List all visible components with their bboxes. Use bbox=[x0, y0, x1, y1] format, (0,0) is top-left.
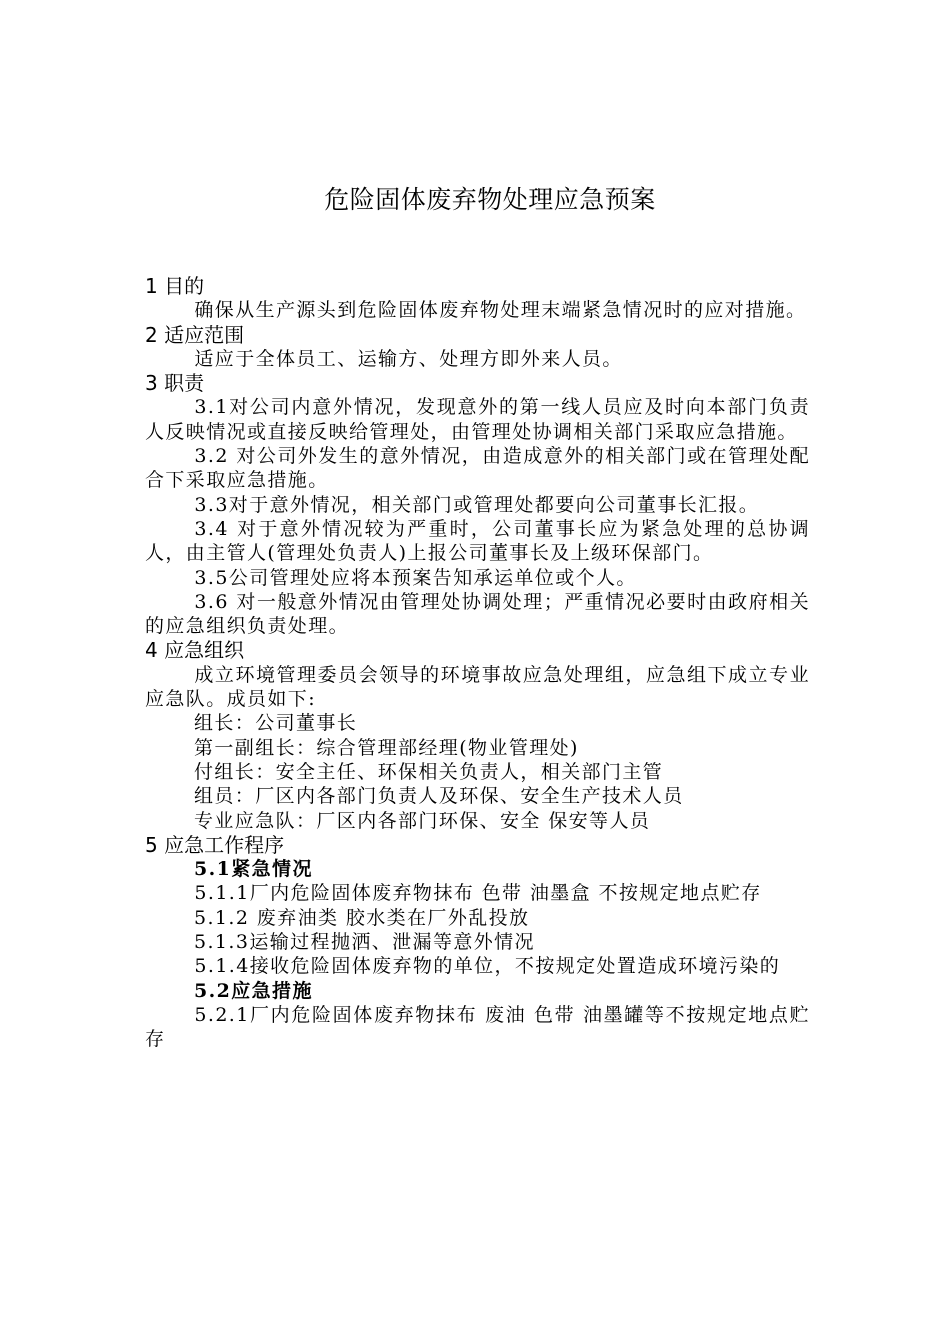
section-2-heading: 2 适应范围 bbox=[145, 322, 245, 347]
section-5-1-2-line: 5.1.2 废弃油类 胶水类在厂外乱投放 bbox=[194, 906, 530, 929]
section-1-heading: 1 目的 bbox=[145, 274, 205, 298]
section-5-1-3-line: 5.1.3运输过程抛洒、泄漏等意外情况 bbox=[194, 931, 535, 954]
section-3-4-paragraph: 3.4 对于意外情况较为严重时，公司董事长应为紧急处理的总协调人，由主管人(管理处负责人)上报公司董事长及上级环保部门。 bbox=[145, 517, 810, 565]
section-1-paragraph: 确保从生产源头到危险固体废弃物处理末端紧急情况时的应对措施。 bbox=[194, 299, 807, 322]
section-3-5-paragraph: 3.5公司管理处应将本预案告知承运单位或个人。 bbox=[194, 566, 637, 589]
member-emergency-squad: 专业应急队：厂区内各部门环保、安全 保安等人员 bbox=[194, 809, 651, 832]
member-team: 组员：厂区内各部门负责人及环保、安全生产技术人员 bbox=[194, 785, 684, 808]
section-5-1-1-paragraph: 5.1.1厂内危险固体废弃物抹布 色带 油墨盒 不按规定地点贮存 bbox=[194, 882, 762, 905]
section-3-6-paragraph: 3.6 对一般意外情况由管理处协调处理；严重情况必要时由政府相关的应急组织负责处理。 bbox=[145, 590, 810, 638]
section-4-heading: 4 应急组织 bbox=[145, 638, 245, 663]
member-deputy: 付组长：安全主任、环保相关负责人，相关部门主管 bbox=[194, 760, 664, 783]
member-first-deputy: 第一副组长：综合管理部经理(物业管理处) bbox=[194, 736, 579, 759]
section-2-paragraph: 适应于全体员工、运输方、处理方即外来人员。 bbox=[194, 347, 623, 370]
section-5-1-4-paragraph: 5.1.4接收危险固体废弃物的单位，不按规定处置造成环境污染的 bbox=[194, 955, 781, 978]
section-3-1-paragraph: 3.1对公司内意外情况，发现意外的第一线人员应及时向本部门负责人反映情况或直接反映给管理处，由管理处协调相关部门采取应急措施。 bbox=[145, 396, 810, 443]
member-leader: 组长：公司董事长 bbox=[194, 712, 358, 735]
document-title: 危险固体废弃物处理应急预案 bbox=[324, 185, 656, 214]
document-body bbox=[145, 274, 810, 1052]
section-3-3-paragraph: 3.3对于意外情况，相关部门或管理处都要向公司董事长汇报。 bbox=[194, 493, 760, 516]
section-4-paragraph: 成立环境管理委员会领导的环境事故应急处理组，应急组下成立专业应急队。成员如下: bbox=[145, 663, 810, 711]
section-5-1-subheading: 5.1紧急情况 bbox=[194, 858, 313, 881]
section-5-heading: 5 应急工作程序 bbox=[145, 832, 285, 857]
section-3-heading: 3 职责 bbox=[145, 371, 205, 396]
section-5-2-subheading: 5.2应急措施 bbox=[194, 979, 313, 1002]
section-5-2-1-paragraph: 5.2.1厂内危险固体废弃物抹布 废油 色带 油墨罐等不按规定地点贮存 bbox=[145, 1003, 810, 1051]
section-3-2-paragraph: 3.2 对公司外发生的意外情况，由造成意外的相关部门或在管理处配合下采取应急措施。 bbox=[145, 445, 810, 492]
